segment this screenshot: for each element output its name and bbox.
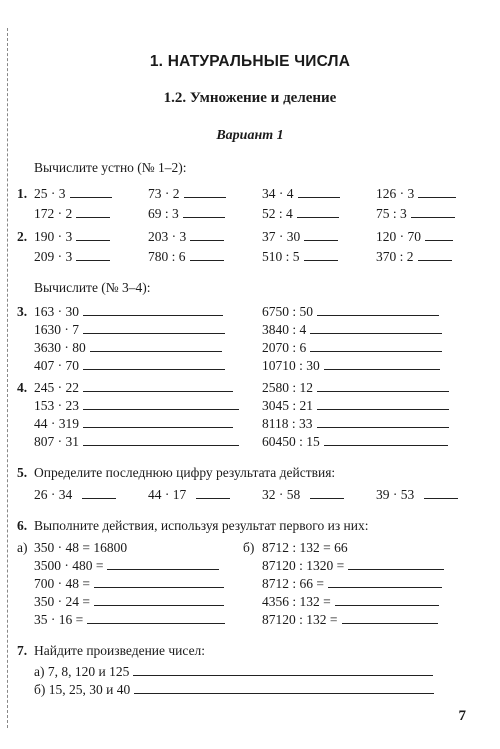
task6-b-item: 8712 : 66 = [262, 576, 442, 592]
task7-text: Найдите произведение чисел: [34, 643, 206, 658]
task4-item: 44 · 319 [34, 416, 233, 432]
task4-item: 60450 : 15 [262, 434, 448, 450]
task1-item: 69 : 3 [148, 206, 225, 222]
section-title: 1. НАТУРАЛЬНЫЕ ЧИСЛА [149, 53, 351, 70]
task2-item: 120 · 70 [376, 229, 453, 245]
task4-item: 8118 : 33 [262, 416, 449, 432]
task2-item: 37 · 30 [262, 229, 338, 245]
variant-label: Вариант 1 [216, 128, 284, 143]
task6-b-item: 4356 : 132 = [262, 594, 439, 610]
task5-item: 44 · 17 [148, 487, 230, 503]
task6-a-item: 350 · 48 = 16800 [34, 540, 128, 555]
task3-number: 3. [17, 304, 28, 319]
task4-item: 807 · 31 [34, 434, 239, 450]
task1-item: 73 · 2 [148, 186, 226, 202]
task3-item: 6750 : 50 [262, 304, 439, 320]
task1-item: 34 · 4 [262, 186, 340, 202]
task5-item: 26 · 34 [34, 487, 116, 503]
task5-item: 39 · 53 [376, 487, 458, 503]
task3-item: 3840 : 4 [262, 322, 442, 338]
task3-item: 3630 · 80 [34, 340, 222, 356]
task3-item: 163 · 30 [34, 304, 223, 320]
task4-item: 245 · 22 [34, 380, 233, 396]
task2-item: 510 : 5 [262, 249, 338, 265]
task1-number: 1. [17, 186, 28, 201]
task6-b-item: 8712 : 132 = 66 [262, 540, 348, 555]
task7-b: б) 15, 25, 30 и 40 [34, 682, 434, 698]
task3-item: 407 · 70 [34, 358, 225, 374]
task6-b-item: 87120 : 1320 = [262, 558, 444, 574]
instruction-oral: Вычислите устно (№ 1–2): [34, 160, 187, 175]
task2-item: 780 : 6 [148, 249, 224, 265]
task4-number: 4. [17, 380, 28, 395]
task3-item: 10710 : 30 [262, 358, 440, 374]
instruction-calc: Вычислите (№ 3–4): [34, 280, 151, 295]
task2-item: 190 · 3 [34, 229, 110, 245]
task2-item: 370 : 2 [376, 249, 452, 265]
page-number: 7 [458, 708, 466, 724]
task6-b-item: 87120 : 132 = [262, 612, 438, 628]
task2-item: 203 · 3 [148, 229, 224, 245]
task7-number: 7. [17, 643, 28, 658]
task6-a-label: а) [17, 540, 28, 555]
task7-a: а) 7, 8, 120 и 125 [34, 664, 433, 680]
task5-number: 5. [17, 465, 28, 480]
task6-a-item: 700 · 48 = [34, 576, 224, 592]
task1-item: 126 · 3 [376, 186, 456, 202]
task6-a-item: 35 · 16 = [34, 612, 225, 628]
task4-item: 2580 : 12 [262, 380, 449, 396]
task5-text: Определите последнюю цифру результата действия: [34, 465, 336, 480]
task6-number: 6. [17, 518, 28, 533]
task1-item: 52 : 4 [262, 206, 339, 222]
task6-a-item: 3500 · 480 = [34, 558, 219, 574]
task1-item: 172 · 2 [34, 206, 110, 222]
subsection-title: 1.2. Умножение и деление [163, 90, 337, 106]
task1-item: 25 · 3 [34, 186, 112, 202]
task3-item: 2070 : 6 [262, 340, 442, 356]
task5-item: 32 · 58 [262, 487, 344, 503]
task1-item: 75 : 3 [376, 206, 455, 222]
task6-a-item: 350 · 24 = [34, 594, 224, 610]
task2-number: 2. [17, 229, 28, 244]
task6-text: Выполните действия, используя результат первого из них: [34, 518, 369, 533]
task4-item: 3045 : 21 [262, 398, 449, 414]
task6-b-label: б) [243, 540, 255, 555]
task4-item: 153 · 23 [34, 398, 239, 414]
task2-item: 209 · 3 [34, 249, 110, 265]
task3-item: 1630 · 7 [34, 322, 225, 338]
